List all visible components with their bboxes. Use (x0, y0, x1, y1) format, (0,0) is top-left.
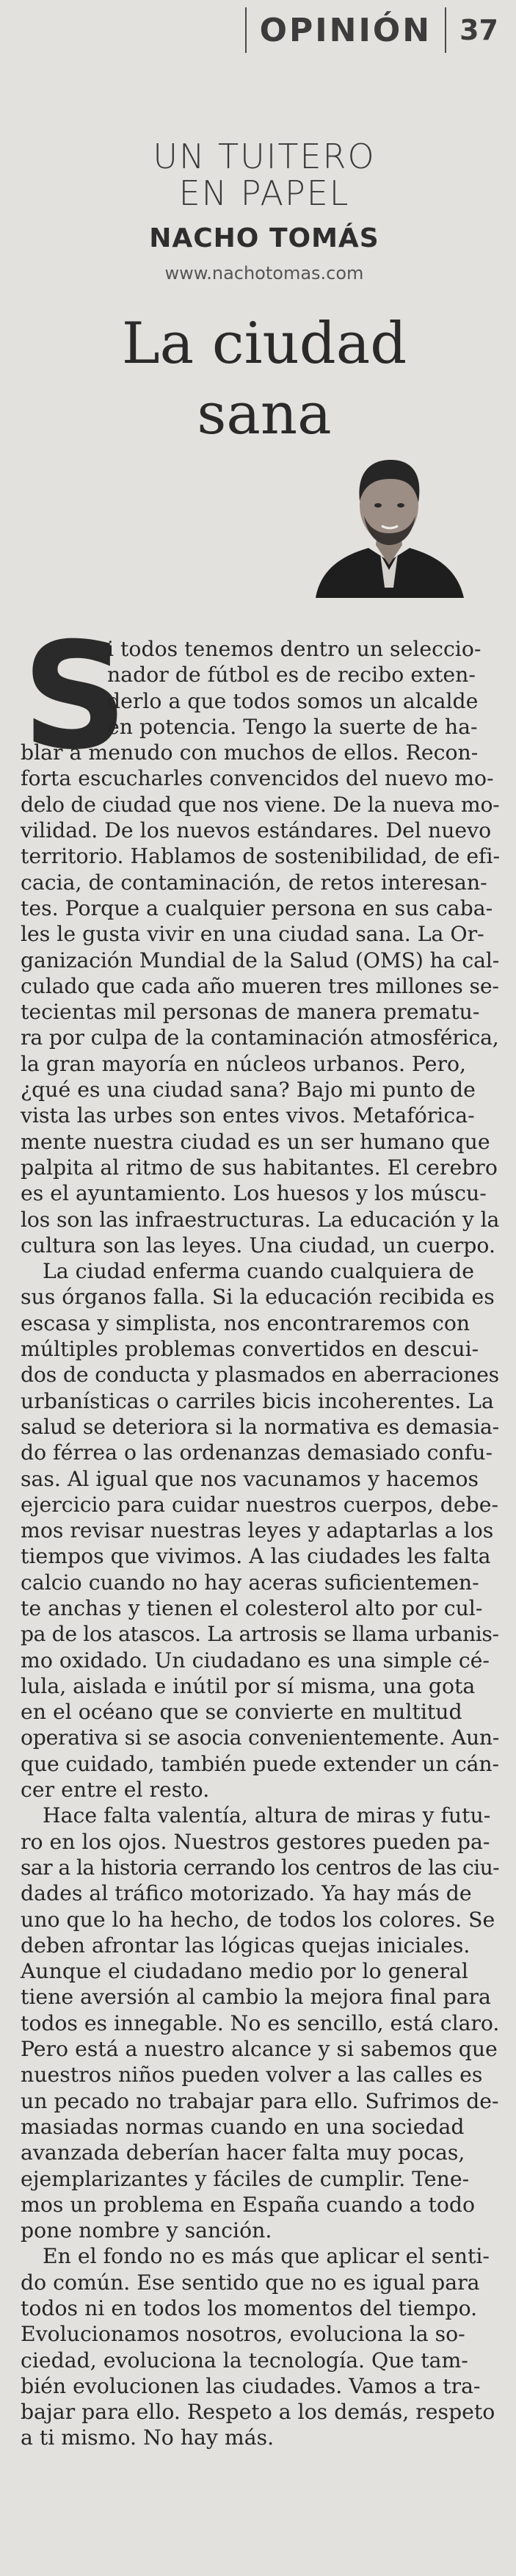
body-line: operativa si se asocia convenientemente. Aun- (21, 1725, 500, 1750)
column-kicker-line: UN TUITERO (153, 137, 376, 176)
body-line: En el fondo no es más que aplicar el senti- (43, 2244, 490, 2269)
body-line: salud se deteriora si la normativa es demasia- (21, 1414, 500, 1439)
body-line: todos ni en todos los momentos del tiempo. (21, 2296, 478, 2320)
body-line: Hace falta valentía, altura de miras y futu- (43, 1803, 491, 1828)
body-line: a ti mismo. No hay más. (21, 2425, 275, 2450)
body-line: do común. Ese sentido que no es igual para (21, 2270, 480, 2295)
headline-line: sana (197, 381, 332, 447)
body-line: ra por culpa de la contaminación atmosférica, (21, 1025, 499, 1050)
body-line: territorio. Hablamos de sostenibilidad, de efi- (21, 844, 501, 869)
body-line: les le gusta vivir en una ciudad sana. La Or- (21, 922, 484, 947)
body-line: tiene aversión al cambio la mejora final para (21, 1985, 491, 2010)
body-line: blar a menudo con muchos de ellos. Recon- (21, 740, 479, 765)
body-line: La ciudad enferma cuando cualquiera de (43, 1259, 474, 1284)
author-portrait (308, 444, 470, 598)
body-line: Pero está a nuestro alcance y si sabemos que (21, 2037, 498, 2062)
header-divider (245, 7, 247, 53)
body-line: derlo a que todos somos un alcalde (107, 688, 479, 713)
body-line: Aunque el ciudadano medio por lo general (21, 1959, 468, 1984)
body-line: cacia, de contaminación, de retos interesan- (21, 870, 487, 895)
body-line: los son las infraestructuras. La educación y la (21, 1207, 500, 1232)
body-line: pa de los atascos. La artrosis se llama urbanis- (21, 1622, 499, 1647)
body-line: ejemplarizantes y fáciles de cumplir. Tene- (21, 2166, 470, 2191)
body-line: dos de conducta y plasmados en aberraciones (21, 1363, 500, 1388)
body-line: vilidad. De los nuevos estándares. Del nuevo (21, 818, 492, 843)
body-line: bajar para ello. Respeto a los demás, respeto (21, 2400, 495, 2425)
body-line: mo oxidado. Un ciudadano es una simple cé- (21, 1648, 490, 1673)
body-line: forta escucharles convencidos del nuevo mo- (21, 766, 494, 791)
body-line: ¿qué es una ciudad sana? Bajo mi punto de (21, 1078, 476, 1103)
body-line: te anchas y tienen el colesterol alto por cul- (21, 1595, 483, 1620)
body-line: deben afrontar las lógicas quejas iniciales. (21, 1933, 470, 1958)
body-line: un pecado no trabajar para ello. Sufrimos de- (21, 2088, 499, 2113)
body-line: nuestros niños pueden volver a las calles es (21, 2063, 483, 2088)
body-line: calcio cuando no hay aceras suficientemen- (21, 1570, 479, 1595)
body-line: uno que lo ha hecho, de todos los colores. Se (21, 1907, 495, 1932)
body-line: tiempos que vivimos. A las ciudades les falta (21, 1544, 491, 1569)
body-line: pone nombre y sanción. (21, 2218, 272, 2243)
body-line: culado que cada año mueren tres millones se- (21, 973, 499, 998)
body-line: que cuidado, también puede extender un cán- (21, 1751, 499, 1776)
headline-line: La ciudad (121, 311, 407, 377)
body-line: bién evolucionen las ciudades. Vamos a tra- (21, 2373, 481, 2398)
header-divider (445, 7, 446, 53)
section-title: OPINIÓN (259, 11, 432, 49)
body-line: ro en los ojos. Nuestros gestores pueden pa- (21, 1829, 490, 1854)
drop-cap: S (22, 611, 128, 782)
body-line: avanzada deberían hacer falta muy pocas, (21, 2140, 465, 2165)
body-line: nador de fútbol es de recibo exten- (107, 663, 476, 688)
body-line: la gran mayoría en núcleos urbanos. Pero, (21, 1051, 467, 1076)
body-line: masiadas normas cuando en una sociedad (21, 2114, 465, 2139)
body-line: Evolucionamos nosotros, evoluciona la so- (21, 2322, 465, 2347)
body-line: múltiples problemas convertidos en descui- (21, 1337, 479, 1362)
body-line: es el ayuntamiento. Los huesos y los múscu- (21, 1181, 487, 1206)
body-line: do férrea o las ordenanzas demasiado confu- (21, 1440, 493, 1465)
body-line: mente nuestra ciudad es un ser humano que (21, 1129, 490, 1154)
column-kicker (88, 138, 440, 212)
body-line: vista las urbes son entes vivos. Metafórica- (21, 1103, 475, 1128)
body-line: dades al tráfico motorizado. Ya hay más de (21, 1881, 472, 1906)
body-line: ciedad, evoluciona la tecnología. Que tam- (21, 2348, 468, 2373)
page-number: 37 (459, 14, 498, 46)
body-line: urbanísticas o carriles bicis incoherentes. La (21, 1388, 494, 1413)
body-line: i todos tenemos dentro un seleccio- (107, 637, 482, 661)
author-website: www.nachotomas.com (164, 263, 364, 284)
body-line: tes. Porque a cualquier persona en sus caba- (21, 895, 493, 920)
body-line: ejercicio para cuidar nuestros cuerpos, debe- (21, 1492, 499, 1517)
body-line: lula, aislada e inútil por sí misma, una gota (21, 1673, 476, 1698)
column-kicker-line: EN PAPEL (178, 173, 350, 213)
body-line: en potencia. Tengo la suerte de ha- (107, 714, 478, 739)
section-header (245, 4, 498, 56)
body-line: escasa y simplista, nos encontraremos con (21, 1310, 470, 1335)
body-line: cultura son las leyes. Una ciudad, un cuerpo. (21, 1233, 495, 1258)
body-line: sar a la historia cerrando los centros de las ciu- (21, 1855, 500, 1880)
body-line: sus órganos falla. Si la educación recibida es (21, 1285, 495, 1310)
body-line: en el océano que se convierte en multitud (21, 1700, 462, 1725)
body-line: tecientas mil personas de manera prematu- (21, 1000, 480, 1025)
article-headline (66, 309, 462, 450)
body-line: mos revisar nuestras leyes y adaptarlas a los (21, 1518, 494, 1543)
body-line: palpita al ritmo de sus habitantes. El cerebro (21, 1155, 498, 1180)
body-line: ganización Mundial de la Salud (OMS) ha cal- (21, 948, 500, 973)
body-line: cer entre el resto. (21, 1778, 210, 1803)
body-line: todos es innegable. No es sencillo, está claro. (21, 2010, 500, 2035)
body-line: mos un problema en España cuando a todo (21, 2192, 476, 2217)
author-name: NACHO TOMÁS (149, 223, 379, 253)
article-body (21, 611, 501, 2451)
body-line: sas. Al igual que nos vacunamos y hacemos (21, 1466, 479, 1491)
body-line: delo de ciudad que nos viene. De la nueva mo- (21, 792, 500, 817)
